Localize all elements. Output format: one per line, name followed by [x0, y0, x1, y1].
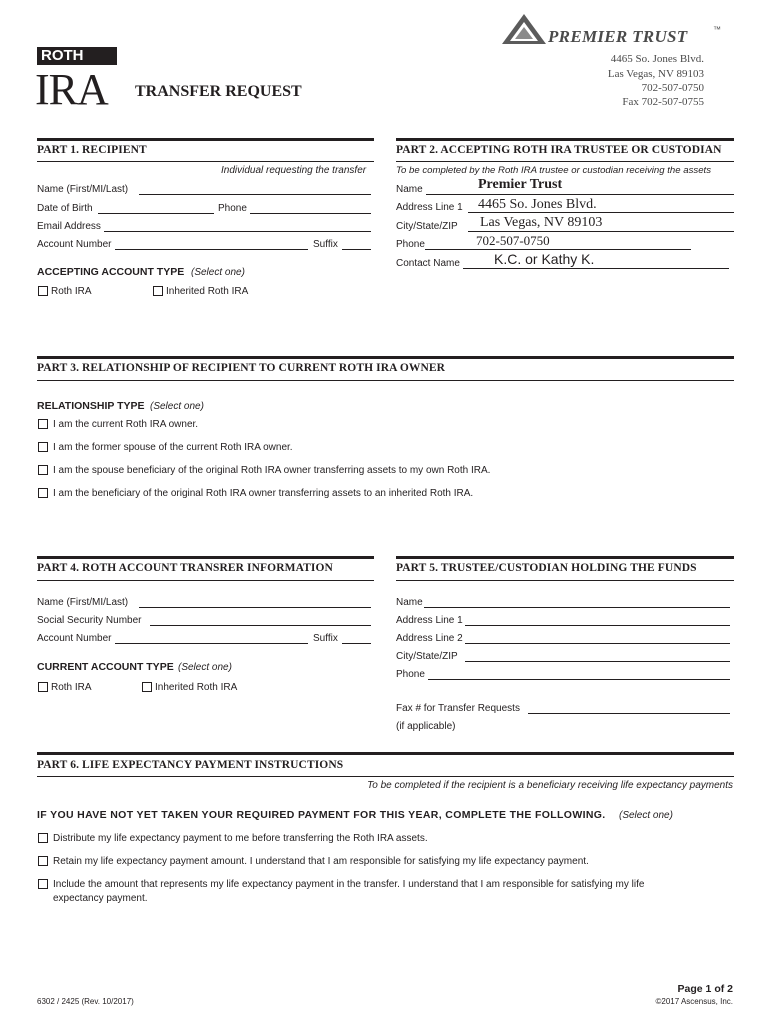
- owner-account-field[interactable]: [115, 643, 308, 644]
- life-option-2: Retain my life expectancy payment amount. I understand that I am responsible for satisfying my life expectancy payment.: [53, 856, 589, 867]
- part2-title: PART 2. ACCEPTING ROTH IRA TRUSTEE OR CUSTODIAN: [396, 144, 722, 156]
- relationship-option-3-checkbox[interactable]: [38, 465, 48, 475]
- relationship-option-3: I am the spouse beneficiary of the original Roth IRA owner transferring assets to my own Roth IRA.: [53, 465, 491, 476]
- holder-fax-hint: (if applicable): [396, 721, 456, 732]
- part5-divider: [396, 580, 734, 581]
- part1-subtitle: Individual requesting the transfer: [221, 165, 367, 176]
- part1-divider: [37, 161, 374, 162]
- current-inherited-checkbox[interactable]: [142, 682, 152, 692]
- recipient-phone-label: Phone: [218, 203, 247, 214]
- recipient-dob-label: Date of Birth: [37, 203, 93, 214]
- owner-ssn-field[interactable]: [150, 625, 371, 626]
- part3-rule: [37, 356, 734, 359]
- ira-label: IRA: [35, 65, 108, 114]
- part6-rule: [37, 752, 734, 755]
- holder-address1-label: Address Line 1: [396, 615, 463, 626]
- roth-label: ROTH: [41, 47, 84, 64]
- part6-divider: [37, 776, 734, 777]
- part4-divider: [37, 580, 374, 581]
- recipient-dob-field[interactable]: [98, 213, 214, 214]
- owner-suffix-label: Suffix: [313, 633, 338, 644]
- holder-city-label: City/State/ZIP: [396, 651, 458, 662]
- recipient-suffix-field[interactable]: [342, 249, 371, 250]
- part5-title: PART 5. TRUSTEE/CUSTODIAN HOLDING THE FUNDS: [396, 562, 697, 574]
- part1-title: PART 1. RECIPIENT: [37, 144, 147, 156]
- current-roth-label: Roth IRA: [51, 682, 92, 693]
- accepting-roth-checkbox[interactable]: [38, 286, 48, 296]
- part6-title: PART 6. LIFE EXPECTANCY PAYMENT INSTRUCTIONS: [37, 759, 344, 771]
- owner-ssn-label: Social Security Number: [37, 615, 142, 626]
- holder-address1-field[interactable]: [465, 625, 730, 626]
- part3-title: PART 3. RELATIONSHIP OF RECIPIENT TO CURRENT ROTH IRA OWNER: [37, 362, 446, 374]
- part6-subtitle: To be completed if the recipient is a beneficiary receiving life expectancy payments: [367, 780, 733, 791]
- accepting-type-label: ACCEPTING ACCOUNT TYPE: [37, 266, 185, 278]
- current-type-label: CURRENT ACCOUNT TYPE: [37, 661, 174, 673]
- holder-city-field[interactable]: [465, 661, 730, 662]
- trustee-contact-label: Contact Name: [396, 258, 460, 269]
- company-fax: Fax 702-507-0755: [622, 96, 704, 108]
- part6-instruction: IF YOU HAVE NOT YET TAKEN YOUR REQUIRED PAYMENT FOR THIS YEAR, COMPLETE THE FOLLOWING.: [37, 809, 606, 821]
- life-option-1-checkbox[interactable]: [38, 833, 48, 843]
- part3-divider: [37, 380, 734, 381]
- trustee-phone-label: Phone: [396, 239, 425, 250]
- holder-fax-label: Fax # for Transfer Requests: [396, 703, 520, 714]
- trustee-phone-field[interactable]: [425, 249, 691, 250]
- recipient-suffix-label: Suffix: [313, 239, 338, 250]
- recipient-email-field[interactable]: [104, 231, 371, 232]
- holder-address2-field[interactable]: [465, 643, 730, 644]
- trustee-address-label: Address Line 1: [396, 202, 463, 213]
- life-option-1: Distribute my life expectancy payment to me before transferring the Roth IRA assets.: [53, 833, 428, 844]
- trustee-city-value[interactable]: Las Vegas, NV 89103: [480, 215, 603, 230]
- form-title: TRANSFER REQUEST: [135, 83, 302, 100]
- part1-rule: [37, 138, 374, 141]
- part2-rule: [396, 138, 734, 141]
- owner-account-label: Account Number: [37, 633, 112, 644]
- page-number: Page 1 of 2: [677, 983, 733, 995]
- holder-phone-field[interactable]: [428, 679, 730, 680]
- relationship-option-4: I am the beneficiary of the original Roth IRA owner transferring assets to an inherited Roth IRA.: [53, 488, 474, 499]
- life-option-3-line2: expectancy payment.: [53, 893, 148, 904]
- relationship-option-4-checkbox[interactable]: [38, 488, 48, 498]
- trustee-city-label: City/State/ZIP: [396, 221, 458, 232]
- part4-title: PART 4. ROTH ACCOUNT TRANSRER INFORMATION: [37, 562, 333, 574]
- recipient-account-label: Account Number: [37, 239, 112, 250]
- trustee-name-label: Name: [396, 184, 423, 195]
- relationship-option-2: I am the former spouse of the current Roth IRA owner.: [53, 442, 293, 453]
- accepting-inherited-checkbox[interactable]: [153, 286, 163, 296]
- life-option-3-line1: Include the amount that represents my life expectancy payment in the transfer. I understand that I am responsible for satisfying my life: [53, 879, 645, 890]
- owner-name-label: Name (First/MI/Last): [37, 597, 129, 608]
- current-roth-checkbox[interactable]: [38, 682, 48, 692]
- copyright: ©2017 Ascensus, Inc.: [655, 997, 733, 1006]
- accepting-roth-label: Roth IRA: [51, 286, 92, 297]
- part2-subtitle: To be completed by the Roth IRA trustee or custodian receiving the assets: [396, 165, 711, 176]
- relationship-option-1: I am the current Roth IRA owner.: [53, 419, 199, 430]
- life-option-2-checkbox[interactable]: [38, 856, 48, 866]
- current-inherited-label: Inherited Roth IRA: [155, 682, 238, 693]
- part6-instruction-hint: (Select one): [619, 810, 673, 821]
- current-type-hint: (Select one): [178, 662, 232, 673]
- holder-phone-label: Phone: [396, 669, 425, 680]
- premier-trust-logo-icon: [500, 12, 548, 46]
- trademark: ™: [713, 25, 721, 34]
- relationship-option-1-checkbox[interactable]: [38, 419, 48, 429]
- accepting-inherited-label: Inherited Roth IRA: [166, 286, 249, 297]
- holder-name-label: Name: [396, 597, 423, 608]
- holder-fax-field[interactable]: [528, 713, 730, 714]
- holder-address2-label: Address Line 2: [396, 633, 463, 644]
- recipient-account-field[interactable]: [115, 249, 308, 250]
- trustee-contact-value[interactable]: K.C. or Kathy K.: [494, 251, 595, 267]
- company-address-city: Las Vegas, NV 89103: [607, 68, 704, 80]
- relationship-type-label: RELATIONSHIP TYPE: [37, 400, 145, 412]
- form-number: 6302 / 2425 (Rev. 10/2017): [37, 997, 134, 1006]
- life-option-3-checkbox[interactable]: [38, 879, 48, 889]
- relationship-option-2-checkbox[interactable]: [38, 442, 48, 452]
- recipient-phone-field[interactable]: [250, 213, 371, 214]
- recipient-name-label: Name (First/MI/Last): [37, 184, 129, 195]
- part2-divider: [396, 161, 734, 162]
- trustee-address-value[interactable]: 4465 So. Jones Blvd.: [478, 197, 597, 212]
- company-name: PREMIER TRUST: [548, 27, 688, 46]
- trustee-name-value[interactable]: Premier Trust: [478, 177, 563, 192]
- trustee-name-field[interactable]: [426, 194, 734, 195]
- company-phone: 702-507-0750: [641, 82, 704, 94]
- trustee-phone-value[interactable]: 702-507-0750: [476, 233, 550, 248]
- company-address-street: 4465 So. Jones Blvd.: [610, 53, 704, 65]
- relationship-type-hint: (Select one): [150, 401, 204, 412]
- recipient-name-field[interactable]: [139, 194, 371, 195]
- trustee-contact-field[interactable]: [463, 268, 729, 269]
- trustee-city-field[interactable]: [468, 231, 734, 232]
- part5-rule: [396, 556, 734, 559]
- recipient-email-label: Email Address: [37, 221, 101, 232]
- accepting-type-hint: (Select one): [191, 267, 245, 278]
- owner-name-field[interactable]: [139, 607, 371, 608]
- part4-rule: [37, 556, 374, 559]
- holder-name-field[interactable]: [424, 607, 730, 608]
- owner-suffix-field[interactable]: [342, 643, 371, 644]
